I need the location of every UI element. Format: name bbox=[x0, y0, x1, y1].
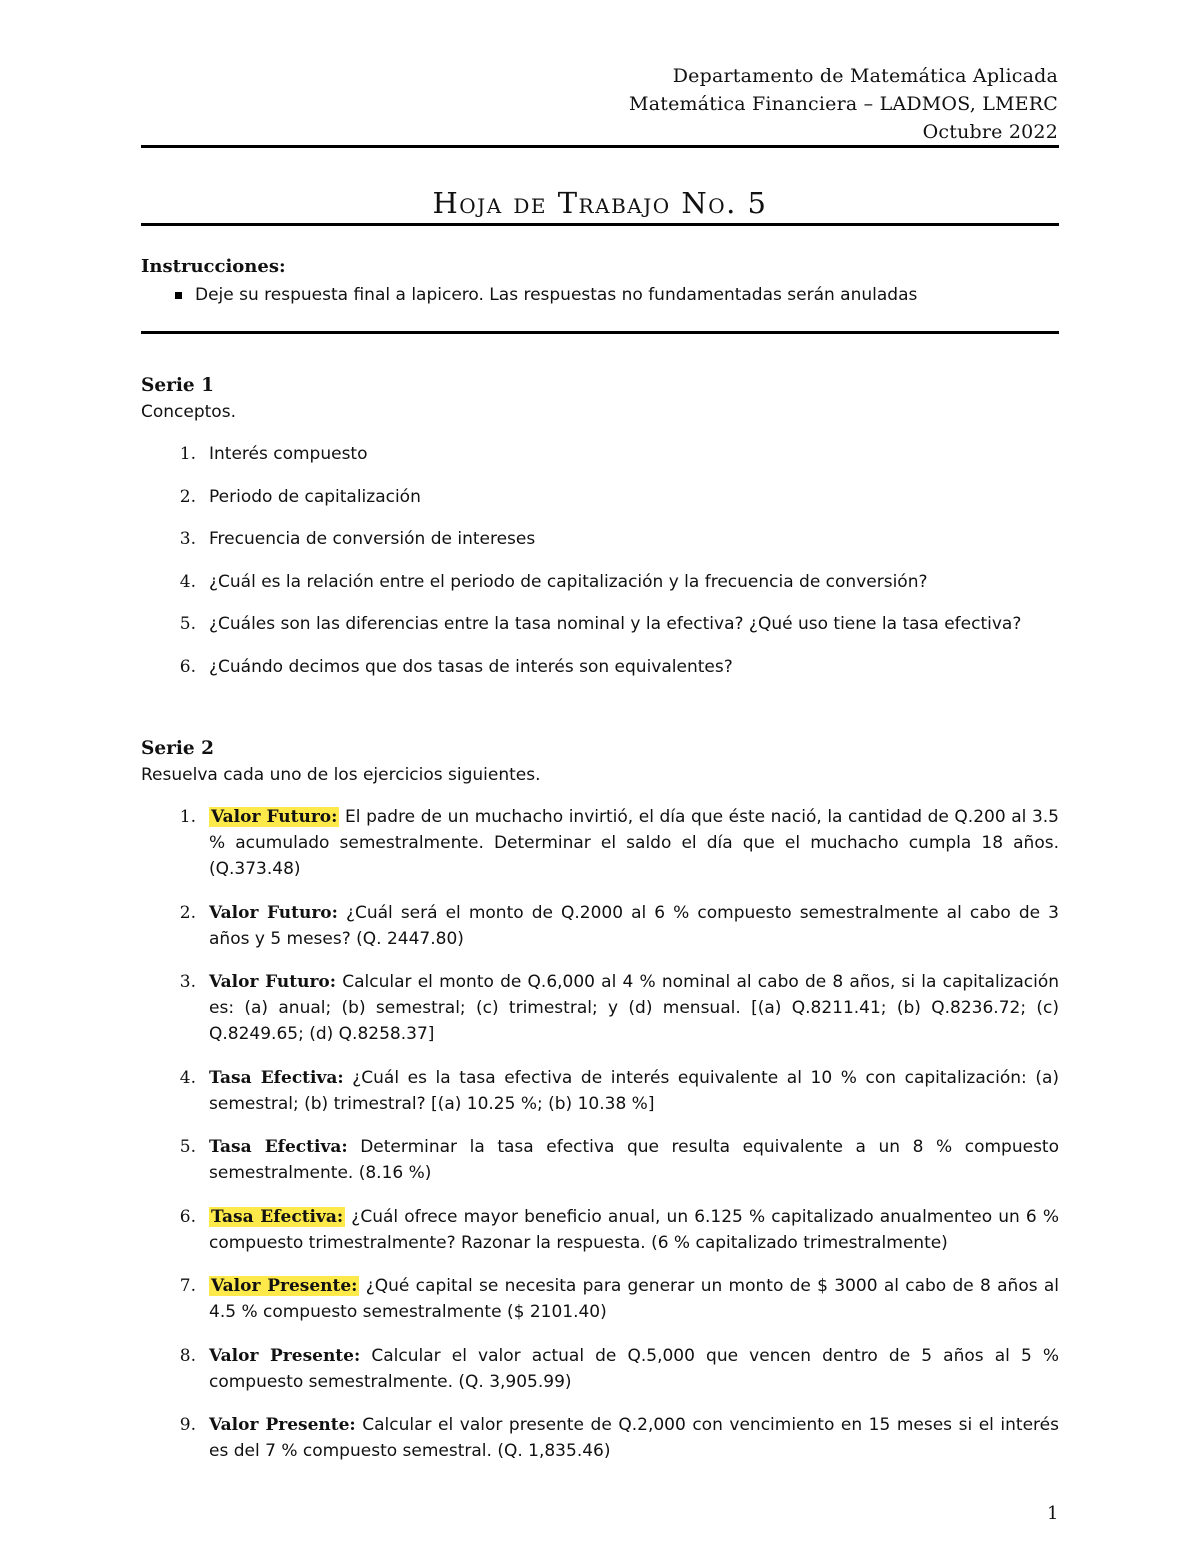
serie-1-section bbox=[141, 373, 1059, 696]
document-date: Octubre 2022 bbox=[922, 121, 1058, 143]
concept-text: Interés compuesto bbox=[209, 444, 368, 464]
item-number: 4. bbox=[179, 1067, 196, 1088]
page-header bbox=[629, 62, 1058, 146]
exercise-keyword: Tasa Efectiva: bbox=[209, 1137, 348, 1157]
exercise-body bbox=[209, 969, 1059, 1047]
item-number: 7. bbox=[179, 1276, 196, 1296]
serie-1-subtitle: Conceptos. bbox=[141, 402, 236, 422]
concept-item bbox=[141, 441, 1059, 467]
item-number: 5. bbox=[179, 614, 196, 634]
exercise-keyword: Valor Futuro: bbox=[211, 807, 338, 827]
exercise-text: Calcular el valor presente de Q.2,000 con vencimiento en 15 meses si el interés es del 7 % compuesto semestral. (Q. 1,835.46) bbox=[209, 1415, 1059, 1461]
instructions-divider bbox=[141, 331, 1059, 334]
instruction-item bbox=[175, 285, 1059, 305]
exercise-body bbox=[209, 1273, 1059, 1325]
concept-text: ¿Cuándo decimos que dos tasas de interés son equivalentes? bbox=[209, 656, 733, 677]
exercise-body bbox=[209, 1412, 1059, 1464]
instructions-block bbox=[141, 256, 1059, 305]
title-divider bbox=[141, 223, 1059, 226]
item-number: 6. bbox=[179, 1206, 196, 1227]
page-title: Hoja de Trabajo No. 5 bbox=[432, 186, 768, 220]
exercise-text: El padre de un muchacho invirtió, el día que éste nació, la cantidad de Q.200 al 3.5 % acumulado semestralmente. Determinar el saldo el día que el muchacho cumpla 18 años. (Q.373.48) bbox=[209, 807, 1060, 879]
item-number: 4. bbox=[179, 571, 196, 592]
item-number: 2. bbox=[179, 486, 196, 507]
exercise-item bbox=[141, 804, 1059, 882]
serie-2-list bbox=[141, 804, 1059, 1464]
item-number: 5. bbox=[179, 1137, 196, 1157]
item-number: 1. bbox=[179, 807, 196, 827]
exercise-keyword: Valor Presente: bbox=[211, 1276, 358, 1296]
item-number: 1. bbox=[179, 444, 196, 464]
exercise-text: ¿Cuál es la tasa efectiva de interés equivalente al 10 % con capitalización: (a) semestral; (b) trimestral? [(a) 10.25 %; (b) 10.38 %] bbox=[209, 1067, 1059, 1114]
item-number: 6. bbox=[179, 656, 196, 677]
concept-text: ¿Cuál es la relación entre el periodo de capitalización y la frecuencia de conversión? bbox=[209, 571, 928, 592]
concept-item bbox=[141, 569, 1059, 595]
instructions-label: Instrucciones: bbox=[141, 256, 286, 277]
concept-item bbox=[141, 654, 1059, 680]
item-number: 9. bbox=[179, 1415, 196, 1435]
serie-2-title: Serie 2 bbox=[141, 738, 214, 759]
exercise-body bbox=[209, 1134, 1059, 1186]
exercise-keyword: Tasa Efectiva: bbox=[211, 1206, 344, 1227]
exercise-item bbox=[141, 1134, 1059, 1186]
item-number: 2. bbox=[179, 902, 196, 923]
concept-item bbox=[141, 611, 1059, 637]
serie-1-title: Serie 1 bbox=[141, 375, 214, 396]
item-number: 3. bbox=[179, 529, 196, 549]
exercise-keyword: Tasa Efectiva: bbox=[209, 1067, 344, 1088]
exercise-keyword: Valor Futuro: bbox=[209, 972, 337, 992]
exercise-item bbox=[141, 1204, 1059, 1256]
serie-2-subtitle: Resuelva cada uno de los ejercicios siguientes. bbox=[141, 765, 541, 785]
exercise-item bbox=[141, 969, 1059, 1047]
concept-item bbox=[141, 484, 1059, 510]
header-divider bbox=[141, 145, 1059, 148]
exercise-keyword: Valor Presente: bbox=[209, 1415, 356, 1435]
serie-2-section bbox=[141, 736, 1059, 1482]
exercise-keyword: Valor Presente: bbox=[209, 1345, 361, 1366]
exercise-text: ¿Cuál ofrece mayor beneficio anual, un 6.125 % capitalizado anualmenteo un 6 % compuesto trimestralmente? Razonar la respuesta. (6 % capitalizado trimestralmente) bbox=[209, 1206, 1059, 1253]
exercise-text: Calcular el valor actual de Q.5,000 que vencen dentro de 5 años al 5 % compuesto semestralmente. (Q. 3,905.99) bbox=[209, 1345, 1060, 1392]
exercise-text: ¿Qué capital se necesita para generar un monto de $ 3000 al cabo de 8 años al 4.5 % compuesto semestralmente ($ 2101.40) bbox=[209, 1276, 1060, 1322]
exercise-keyword: Valor Futuro: bbox=[209, 902, 338, 923]
exercise-text: Calcular el monto de Q.6,000 al 4 % nominal al cabo de 8 años, si la capitalización es: (a) anual; (b) semestral; (c) trimestral; y (d) mensual. [(a) Q.8211.41; (b) Q.8236.72; (c) Q.8249.65; (d) Q.8258.37] bbox=[209, 972, 1059, 1044]
concept-text: Frecuencia de conversión de intereses bbox=[209, 529, 536, 549]
exercise-body bbox=[209, 1343, 1059, 1395]
item-number: 3. bbox=[179, 972, 196, 992]
exercise-item bbox=[141, 1273, 1059, 1325]
exercise-body bbox=[209, 1065, 1059, 1117]
bullet-square-icon bbox=[175, 292, 182, 299]
exercise-body bbox=[209, 900, 1059, 952]
page-number: 1 bbox=[1047, 1503, 1059, 1524]
exercise-body bbox=[209, 804, 1059, 882]
exercise-item bbox=[141, 1343, 1059, 1395]
exercise-item bbox=[141, 900, 1059, 952]
concept-item bbox=[141, 526, 1059, 552]
serie-1-list bbox=[141, 441, 1059, 680]
exercise-body bbox=[209, 1204, 1059, 1256]
department-name: Departamento de Matemática Aplicada bbox=[672, 65, 1058, 87]
item-number: 8. bbox=[179, 1345, 196, 1366]
concept-text: Periodo de capitalización bbox=[209, 486, 421, 507]
instruction-text: Deje su respuesta final a lapicero. Las respuestas no fundamentadas serán anuladas bbox=[195, 285, 918, 305]
exercise-text: Determinar la tasa efectiva que resulta equivalente a un 8 % compuesto semestralmente. (8.16 %) bbox=[209, 1137, 1060, 1183]
concept-text: ¿Cuáles son las diferencias entre la tasa nominal y la efectiva? ¿Qué uso tiene la tasa efectiva? bbox=[209, 614, 1022, 634]
exercise-text: ¿Cuál será el monto de Q.2000 al 6 % compuesto semestralmente al cabo de 3 años y 5 meses? (Q. 2447.80) bbox=[209, 902, 1059, 949]
course-name: Matemática Financiera – LADMOS, LMERC bbox=[629, 93, 1058, 115]
exercise-item bbox=[141, 1412, 1059, 1464]
exercise-item bbox=[141, 1065, 1059, 1117]
